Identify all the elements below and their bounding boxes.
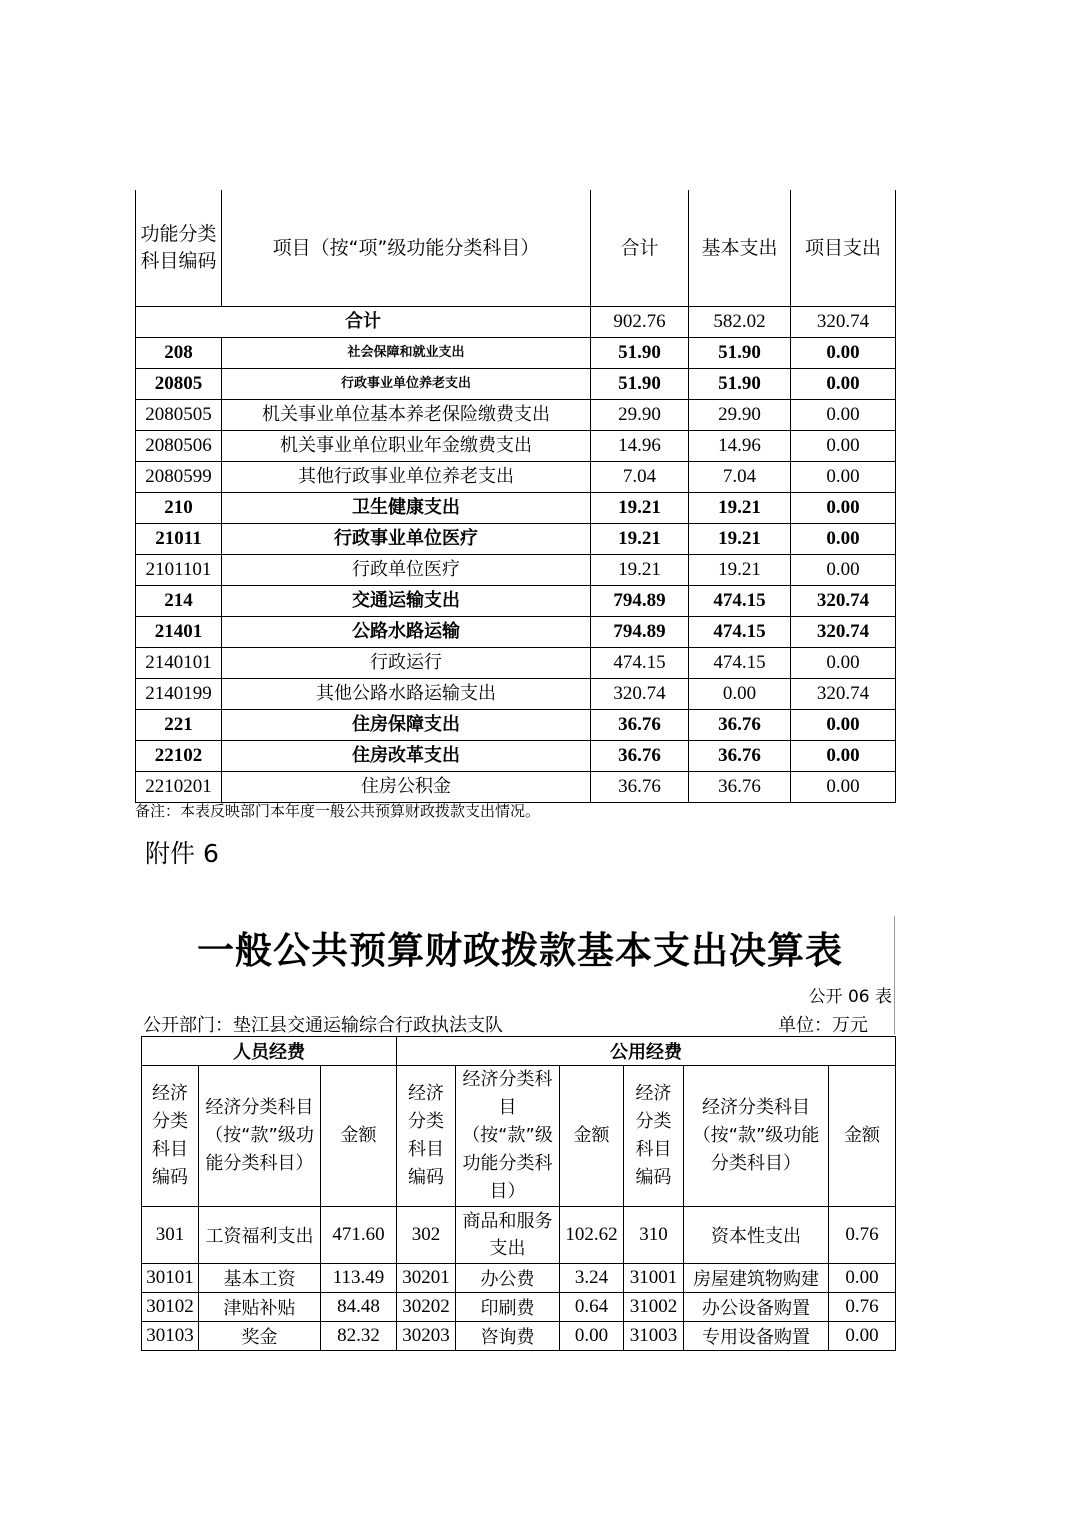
table-row [142, 1207, 896, 1264]
header-name: 经济分类科目（按“款”级功能分类科目） [199, 1066, 321, 1207]
row-basic: 19.21 [689, 524, 791, 555]
row-name: 住房改革支出 [222, 741, 591, 772]
row-total: 7.04 [591, 462, 689, 493]
row-code: 22102 [136, 741, 222, 772]
amount-cell: 0.00 [560, 1322, 624, 1351]
group-personnel: 人员经费 [142, 1037, 397, 1066]
header-code: 经济分类科目编码 [397, 1066, 456, 1207]
row-code: 221 [136, 710, 222, 741]
code-cell: 30201 [397, 1264, 456, 1293]
table-row [142, 1322, 896, 1351]
code-cell: 30202 [397, 1293, 456, 1322]
row-name: 公路水路运输 [222, 617, 591, 648]
row-code: 21011 [136, 524, 222, 555]
table-row [136, 431, 896, 462]
total-project: 320.74 [791, 307, 896, 338]
header-amount: 金额 [560, 1066, 624, 1207]
amount-cell: 82.32 [321, 1322, 397, 1351]
row-name: 卫生健康支出 [222, 493, 591, 524]
row-project: 0.00 [791, 710, 896, 741]
total-basic: 582.02 [689, 307, 791, 338]
row-basic: 36.76 [689, 772, 791, 803]
table-row [136, 772, 896, 803]
table-row [142, 1264, 896, 1293]
row-code: 20805 [136, 369, 222, 400]
header-project: 项目支出 [791, 190, 896, 307]
table-row [136, 679, 896, 710]
row-project: 320.74 [791, 679, 896, 710]
row-project: 0.00 [791, 555, 896, 586]
row-project: 320.74 [791, 617, 896, 648]
header-name: 经济分类科目（按“款”级功能分类科目） [456, 1066, 560, 1207]
row-basic: 0.00 [689, 679, 791, 710]
header-code: 功能分类科目编码 [136, 190, 222, 307]
amount-cell: 0.76 [829, 1207, 896, 1264]
total-label: 合计 [136, 307, 591, 338]
row-project: 0.00 [791, 369, 896, 400]
total-row [136, 307, 896, 338]
row-name: 其他行政事业单位养老支出 [222, 462, 591, 493]
row-code: 2140199 [136, 679, 222, 710]
table-row [136, 741, 896, 772]
basic-expenditure-table [141, 1036, 896, 1351]
amount-cell: 0.00 [829, 1264, 896, 1293]
name-cell: 奖金 [199, 1322, 321, 1351]
row-project: 0.00 [791, 400, 896, 431]
table-row [136, 648, 896, 679]
table-row [136, 338, 896, 369]
table-row [136, 710, 896, 741]
row-project: 0.00 [791, 338, 896, 369]
row-total: 320.74 [591, 679, 689, 710]
name-cell: 办公设备购置 [684, 1293, 829, 1322]
table-note: 备注：本表反映部门本年度一般公共预算财政拨款支出情况。 [135, 802, 541, 820]
row-name: 行政单位医疗 [222, 555, 591, 586]
row-total: 14.96 [591, 431, 689, 462]
table-header-row [136, 190, 896, 307]
row-project: 0.00 [791, 462, 896, 493]
row-total: 36.76 [591, 710, 689, 741]
row-code: 2101101 [136, 555, 222, 586]
code-cell: 301 [142, 1207, 199, 1264]
table-row [136, 586, 896, 617]
name-cell: 办公费 [456, 1264, 560, 1293]
row-name: 交通运输支出 [222, 586, 591, 617]
table-row [142, 1293, 896, 1322]
expenditure-table [135, 190, 896, 803]
row-basic: 474.15 [689, 648, 791, 679]
name-cell: 房屋建筑物购建 [684, 1264, 829, 1293]
row-total: 36.76 [591, 772, 689, 803]
amount-cell: 113.49 [321, 1264, 397, 1293]
total-total: 902.76 [591, 307, 689, 338]
table-row [136, 493, 896, 524]
row-code: 210 [136, 493, 222, 524]
row-code: 214 [136, 586, 222, 617]
row-total: 19.21 [591, 524, 689, 555]
header-code: 经济分类科目编码 [624, 1066, 684, 1207]
header-basic: 基本支出 [689, 190, 791, 307]
table-row [136, 369, 896, 400]
amount-cell: 3.24 [560, 1264, 624, 1293]
name-cell: 基本工资 [199, 1264, 321, 1293]
row-name: 行政事业单位养老支出 [222, 369, 591, 400]
name-cell: 工资福利支出 [199, 1207, 321, 1264]
code-cell: 302 [397, 1207, 456, 1264]
row-name: 机关事业单位职业年金缴费支出 [222, 431, 591, 462]
row-total: 19.21 [591, 555, 689, 586]
row-total: 51.90 [591, 369, 689, 400]
code-cell: 31002 [624, 1293, 684, 1322]
table-row [136, 462, 896, 493]
group-public: 公用经费 [397, 1037, 896, 1066]
amount-cell: 471.60 [321, 1207, 397, 1264]
row-project: 0.00 [791, 648, 896, 679]
row-code: 2080506 [136, 431, 222, 462]
row-basic: 36.76 [689, 741, 791, 772]
header-name: 经济分类科目（按“款”级功能分类科目） [684, 1066, 829, 1207]
row-name: 社会保障和就业支出 [222, 338, 591, 369]
unit-label: 单位：万元 [778, 1015, 868, 1036]
row-code: 208 [136, 338, 222, 369]
department-label: 公开部门：垫江县交通运输综合行政执法支队 [143, 1015, 503, 1036]
amount-cell: 84.48 [321, 1293, 397, 1322]
code-cell: 310 [624, 1207, 684, 1264]
amount-cell: 0.00 [829, 1322, 896, 1351]
name-cell: 印刷费 [456, 1293, 560, 1322]
row-basic: 19.21 [689, 493, 791, 524]
table-row [136, 524, 896, 555]
page-title: 一般公共预算财政拨款基本支出决算表 [197, 928, 843, 972]
row-basic: 51.90 [689, 338, 791, 369]
table-row [136, 400, 896, 431]
name-cell: 商品和服务支出 [456, 1207, 560, 1264]
row-name: 住房保障支出 [222, 710, 591, 741]
name-cell: 津贴补贴 [199, 1293, 321, 1322]
row-basic: 14.96 [689, 431, 791, 462]
row-total: 36.76 [591, 741, 689, 772]
row-basic: 36.76 [689, 710, 791, 741]
group-header-row [142, 1037, 896, 1066]
row-code: 2140101 [136, 648, 222, 679]
header-item: 项目（按“项”级功能分类科目） [222, 190, 591, 307]
table-row [136, 617, 896, 648]
table-number: 公开 06 表 [808, 987, 892, 1007]
row-code: 21401 [136, 617, 222, 648]
attachment-label: 附件 6 [145, 839, 219, 868]
row-basic: 474.15 [689, 586, 791, 617]
row-basic: 474.15 [689, 617, 791, 648]
row-code: 2080505 [136, 400, 222, 431]
row-code: 2210201 [136, 772, 222, 803]
row-basic: 19.21 [689, 555, 791, 586]
row-code: 2080599 [136, 462, 222, 493]
table-header-row [142, 1066, 896, 1207]
header-code: 经济分类科目编码 [142, 1066, 199, 1207]
name-cell: 咨询费 [456, 1322, 560, 1351]
row-total: 794.89 [591, 617, 689, 648]
row-name: 行政运行 [222, 648, 591, 679]
header-total: 合计 [591, 190, 689, 307]
row-basic: 51.90 [689, 369, 791, 400]
row-project: 320.74 [791, 586, 896, 617]
row-project: 0.00 [791, 524, 896, 555]
row-project: 0.00 [791, 741, 896, 772]
amount-cell: 0.64 [560, 1293, 624, 1322]
name-cell: 专用设备购置 [684, 1322, 829, 1351]
row-name: 行政事业单位医疗 [222, 524, 591, 555]
header-amount: 金额 [321, 1066, 397, 1207]
name-cell: 资本性支出 [684, 1207, 829, 1264]
row-project: 0.00 [791, 431, 896, 462]
row-basic: 29.90 [689, 400, 791, 431]
code-cell: 30101 [142, 1264, 199, 1293]
row-total: 51.90 [591, 338, 689, 369]
row-project: 0.00 [791, 493, 896, 524]
code-cell: 30203 [397, 1322, 456, 1351]
row-name: 机关事业单位基本养老保险缴费支出 [222, 400, 591, 431]
amount-cell: 0.76 [829, 1293, 896, 1322]
code-cell: 30102 [142, 1293, 199, 1322]
table-row [136, 555, 896, 586]
row-total: 29.90 [591, 400, 689, 431]
row-total: 794.89 [591, 586, 689, 617]
row-name: 住房公积金 [222, 772, 591, 803]
row-total: 474.15 [591, 648, 689, 679]
row-project: 0.00 [791, 772, 896, 803]
row-total: 19.21 [591, 493, 689, 524]
amount-cell: 102.62 [560, 1207, 624, 1264]
code-cell: 30103 [142, 1322, 199, 1351]
code-cell: 31001 [624, 1264, 684, 1293]
code-cell: 31003 [624, 1322, 684, 1351]
row-name: 其他公路水路运输支出 [222, 679, 591, 710]
row-basic: 7.04 [689, 462, 791, 493]
header-amount: 金额 [829, 1066, 896, 1207]
